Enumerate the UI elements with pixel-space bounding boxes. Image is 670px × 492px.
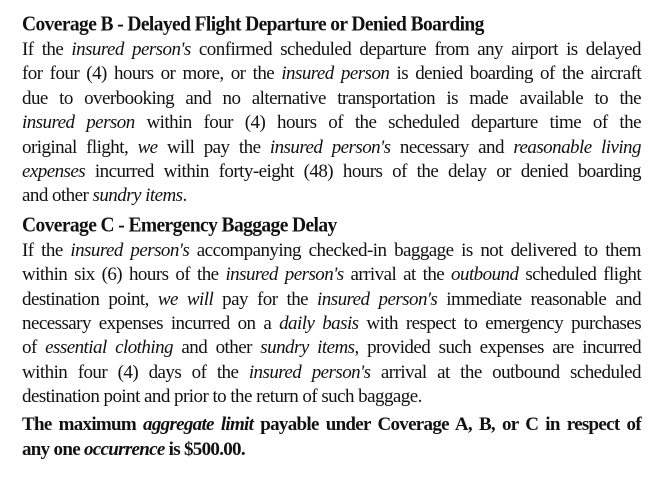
word: scheduled	[569, 361, 642, 383]
word: the	[216, 361, 239, 383]
coverage-c-body	[22, 239, 641, 410]
word: checked-in	[308, 239, 387, 261]
word: denied	[520, 160, 569, 182]
word: original	[22, 136, 77, 158]
word: to	[583, 239, 598, 261]
word: any	[477, 39, 503, 60]
word: to	[212, 386, 227, 408]
italic-term: basis	[322, 312, 359, 334]
word: within	[146, 112, 192, 134]
word: overbooking	[84, 87, 175, 109]
word: (6)	[101, 264, 123, 286]
word: and	[185, 87, 212, 109]
italic-term: we	[157, 288, 178, 310]
word: of	[328, 112, 344, 134]
word: the	[354, 112, 377, 134]
italic-term: insured	[248, 361, 302, 383]
text-line	[22, 239, 641, 263]
word: of	[592, 112, 608, 134]
italic-term: person's	[311, 361, 371, 383]
italic-term: insured	[70, 239, 123, 261]
word: such	[438, 337, 472, 359]
word: immediate	[446, 288, 522, 310]
text-line	[22, 38, 641, 62]
word: incurred	[582, 337, 642, 359]
text-line	[22, 336, 641, 360]
word: point	[103, 386, 140, 408]
word: on	[237, 312, 256, 334]
word: the	[196, 264, 219, 286]
word: other	[52, 185, 89, 207]
italic-term: items	[317, 337, 355, 359]
word: return	[256, 386, 299, 408]
italic-term: insured	[317, 288, 370, 310]
word: and	[181, 337, 208, 359]
italic-term: sundry	[260, 337, 309, 359]
word: Coverage	[377, 414, 449, 436]
word: incurred	[170, 312, 230, 334]
word: delivered	[510, 239, 577, 261]
word: in	[545, 414, 560, 436]
word: at	[403, 264, 416, 286]
word: departure	[470, 112, 538, 134]
text-line	[22, 288, 641, 312]
word: the	[561, 63, 584, 85]
word: purchases	[571, 312, 642, 334]
italic-term: person's	[130, 239, 190, 261]
word: or	[496, 160, 511, 182]
word: hours	[128, 264, 169, 286]
text-line	[22, 62, 641, 86]
word: the	[41, 39, 64, 60]
aggregate-limit-statement	[22, 413, 641, 462]
word: within	[22, 264, 68, 286]
word: other	[215, 337, 252, 359]
word: If	[22, 239, 34, 261]
word: expenses	[98, 312, 163, 334]
word: the	[286, 288, 309, 310]
word: are	[552, 337, 574, 359]
word: confirmed	[198, 39, 273, 60]
italic-term: insured	[281, 63, 334, 85]
word: departure	[359, 39, 427, 60]
word: hours	[342, 160, 383, 182]
word: time	[549, 112, 582, 134]
text-line	[22, 87, 641, 111]
word: to	[59, 87, 73, 109]
word: will	[166, 136, 195, 158]
word: The	[22, 414, 52, 436]
italic-term: limit	[220, 414, 254, 436]
word: flight,	[86, 136, 129, 158]
word: flight	[603, 264, 642, 286]
word: provided	[367, 337, 431, 359]
word: transportation	[337, 87, 436, 109]
coverage-b-section	[22, 12, 641, 209]
word: aircraft	[590, 63, 642, 85]
word: of	[302, 386, 318, 408]
word: four	[49, 63, 80, 85]
text-line	[22, 385, 641, 409]
word: B,	[478, 414, 495, 436]
word: due	[22, 87, 48, 109]
word: not	[480, 239, 503, 261]
word: is	[461, 239, 473, 261]
coverage-c-heading: Coverage C - Emergency Baggage Delay	[22, 213, 337, 237]
italic-term: person's	[378, 288, 438, 310]
italic-term: aggregate	[143, 414, 214, 436]
word: destination	[22, 288, 100, 310]
word: or	[501, 414, 519, 436]
italic-term: person's	[331, 136, 391, 158]
word: (4)	[86, 63, 107, 85]
text-line	[22, 111, 641, 135]
word: is	[396, 63, 409, 85]
word: a	[263, 312, 272, 334]
word: scheduled	[280, 39, 352, 60]
word: prior	[174, 386, 209, 408]
word: and	[144, 386, 170, 408]
text-line	[22, 312, 641, 336]
word: reasonable	[530, 288, 607, 310]
word: of	[392, 160, 407, 182]
policy-document	[22, 12, 641, 466]
word: the	[460, 361, 482, 383]
text-line	[22, 184, 641, 208]
word: of	[22, 337, 37, 359]
italic-term: we	[137, 136, 158, 158]
word: the	[41, 239, 63, 261]
word: or	[160, 63, 176, 85]
word: and	[22, 185, 48, 207]
word: hours	[113, 63, 154, 85]
word: for	[22, 63, 43, 85]
italic-term: reasonable	[513, 136, 592, 158]
word: alternative	[251, 87, 326, 109]
word: (48)	[303, 160, 334, 182]
text-line	[22, 413, 641, 437]
word: with	[366, 312, 398, 334]
italic-term: insured	[269, 136, 323, 158]
word: hours	[277, 112, 317, 134]
italic-term: person's	[132, 39, 191, 60]
word: more,	[182, 63, 224, 85]
word: C	[525, 414, 539, 436]
word: four	[77, 361, 108, 383]
word: forty-eight	[218, 160, 294, 182]
word: the	[238, 136, 261, 158]
italic-term: clothing	[115, 337, 173, 359]
word: available	[519, 87, 584, 109]
word: respect	[566, 414, 620, 436]
word: of	[175, 264, 191, 286]
word: within	[163, 160, 209, 182]
word: arrival	[350, 264, 397, 286]
word: to	[594, 87, 609, 109]
word: the	[619, 112, 641, 134]
word: incurred	[94, 160, 154, 182]
word: boarding	[469, 63, 533, 85]
text-line	[22, 160, 641, 184]
word: such	[321, 386, 354, 408]
text-line	[22, 361, 641, 385]
word: them	[605, 239, 641, 261]
italic-term: occurrence	[84, 438, 165, 460]
word: destination	[22, 386, 100, 408]
word: delayed	[585, 39, 642, 60]
word: arrival	[380, 361, 427, 383]
word: to	[463, 312, 478, 334]
italic-term: insured	[71, 39, 124, 60]
coverage-b-heading: Coverage B - Delayed Flight Departure or Denied Boarding	[22, 13, 484, 36]
coverage-c-section	[22, 213, 641, 410]
word: the	[422, 264, 445, 286]
word: delay	[448, 160, 487, 182]
word: six	[74, 264, 95, 286]
italic-term: items	[145, 185, 183, 207]
word: maximum	[58, 414, 137, 436]
word: payable	[260, 414, 319, 436]
word: emergency	[485, 312, 564, 334]
word: expenses	[479, 337, 544, 359]
italic-term: sundry	[92, 185, 141, 207]
text-line	[22, 263, 641, 287]
word: (4)	[244, 112, 266, 134]
italic-term: outbound	[451, 264, 519, 286]
word: from	[434, 39, 470, 60]
word: baggage.	[358, 386, 422, 408]
word: denied	[415, 63, 463, 85]
italic-term: daily	[279, 312, 315, 334]
word: necessary	[22, 312, 91, 334]
word: .	[182, 185, 187, 207]
word: is	[168, 438, 180, 460]
word: (4)	[117, 361, 139, 383]
word: under	[325, 414, 371, 436]
word: any	[22, 438, 50, 460]
word: $500.00.	[184, 438, 245, 460]
word: is	[566, 39, 578, 60]
word: scheduled	[388, 112, 460, 134]
word: of	[626, 414, 641, 436]
word: the	[619, 87, 641, 109]
word: ,	[354, 337, 359, 359]
word: point,	[108, 288, 149, 310]
italic-term: insured	[225, 264, 278, 286]
word: within	[22, 361, 68, 383]
word: airport	[511, 39, 558, 60]
italic-term: essential	[45, 337, 107, 359]
word: for	[256, 288, 278, 310]
word: and	[478, 136, 504, 158]
italic-term: expenses	[22, 160, 86, 182]
word: one	[53, 438, 80, 460]
word: the	[230, 386, 252, 408]
italic-term: insured	[22, 112, 75, 134]
word: four	[203, 112, 233, 134]
text-line	[22, 136, 641, 160]
word: A,	[454, 414, 472, 436]
italic-term: person	[86, 112, 135, 134]
word: pay	[222, 288, 248, 310]
word: scheduled	[525, 264, 597, 286]
italic-term: person	[340, 63, 390, 85]
word: and	[615, 288, 642, 310]
italic-term: person's	[284, 264, 344, 286]
italic-term: living	[600, 136, 641, 158]
word: If	[22, 39, 34, 60]
word: pay	[203, 136, 230, 158]
word: of	[191, 361, 207, 383]
word: at	[437, 361, 450, 383]
word: made	[469, 87, 509, 109]
word: the	[416, 160, 439, 182]
word: outbound	[492, 361, 560, 383]
word: respect	[405, 312, 456, 334]
word: necessary	[399, 136, 469, 158]
italic-term: will	[186, 288, 214, 310]
word: no	[222, 87, 241, 109]
coverage-b-body	[22, 38, 641, 209]
word: of	[540, 63, 555, 85]
word: days	[148, 361, 182, 383]
word: baggage	[394, 239, 454, 261]
word: or	[230, 63, 246, 85]
word: boarding	[577, 160, 641, 182]
word: the	[252, 63, 275, 85]
word: accompanying	[196, 239, 301, 261]
text-line	[22, 438, 641, 462]
word: is	[446, 87, 458, 109]
